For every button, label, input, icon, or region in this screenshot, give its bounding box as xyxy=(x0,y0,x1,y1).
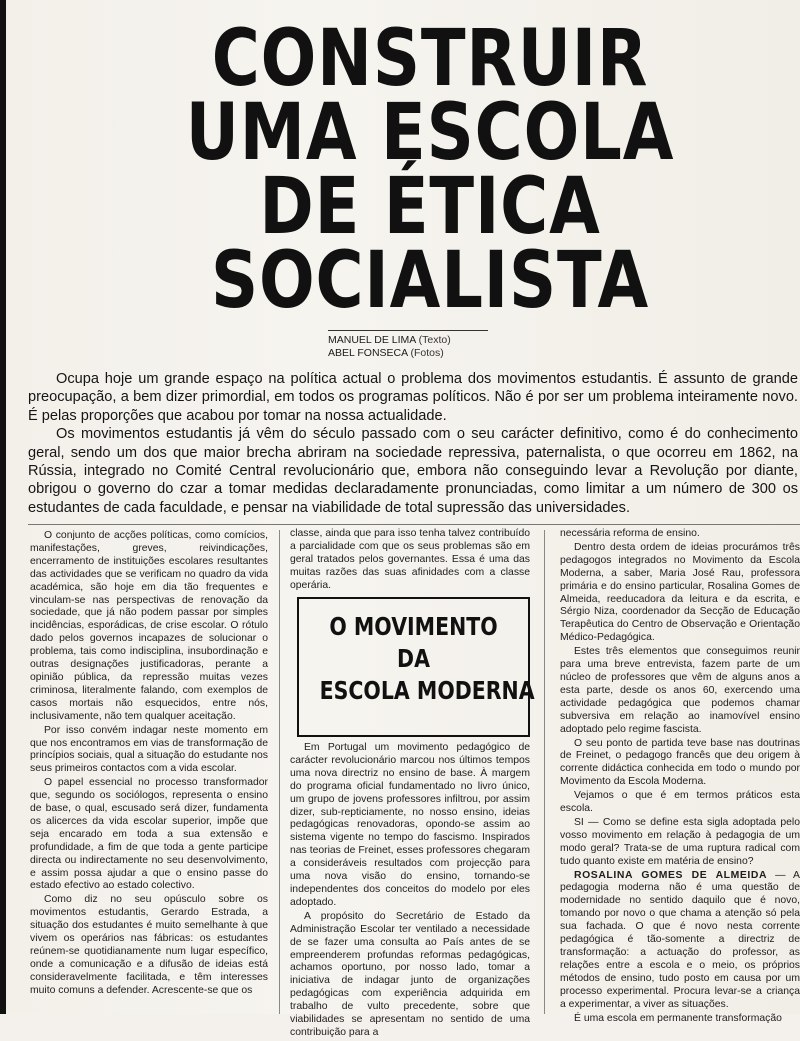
column-2-paragraph: A propósito do Secretário de Estado da Administração Escolar ter ventilado a necessidade de se fazer uma consulta ao País antes de se empreenderem profundas reformas pedagógicas, achamos oportuno, por nosso lado, tomar a iniciativa de indagar junto de organizações pedagógicas com experiência adquirida em trabalho de vulto precedente, sobre que viabilidades se apresentam no sentido de uma contribuição para a xyxy=(290,910,530,1038)
section-title-line-3: ESCOLA MODERNA xyxy=(319,676,535,705)
column-3-answer xyxy=(560,870,800,1012)
column-3-paragraph: Dentro desta ordem de ideias procurámos três pedagogos integrados no Movimento da Escola Moderna, a saber, Maria José Rau, professora primária e do ensino particular, Rosalina Gomes de Almeida, reeducadora da leitura e da escrita, e Sérgio Niza, coordenador da Secção de Educação Terapêutica do Centro de Observação e Orientação Médico-Pedagógica. xyxy=(560,541,800,644)
column-divider xyxy=(279,530,280,1014)
headline-line-1: CONSTRUIR xyxy=(211,14,649,104)
column-1 xyxy=(30,530,268,999)
author-role: (Texto) xyxy=(418,334,451,346)
interviewee-name: ROSALINA GOMES DE ALMEIDA xyxy=(574,869,768,881)
column-3-paragraph: É uma escola em permanente transformação xyxy=(574,1012,782,1024)
headline-line-3: DE ÉTICA xyxy=(259,162,601,252)
photographer-role: (Fotos) xyxy=(410,347,444,359)
column-1-paragraph: Por isso convém indagar neste momento em que nos encontramos em vias de transformação de princípios sociais, qual a situação do estudante nos seus primeiros contactos com a vida escolar. xyxy=(30,724,268,775)
column-2-paragraph: Em Portugal um movimento pedagógico de carácter revolucionário marcou nos últimos tempos uma nova directriz no ensino de base. À margem do programa oficial fundamentado no livro único, um grupo de jovens professores infiltrou, por assim dizer, sub-repticiamente, no nosso ensino, ideias pedagógicas renovadoras, opondo-se assim ao sistema vigente no tempo do fascismo. Inspirados nas teorias de Freinet, esses professores chegaram a consideráveis resultados com projecção para uma nova visão do ensino, tornando-se independentes dos conceitos do modelo por eles adoptado. xyxy=(290,742,530,908)
column-3-paragraph: Vejamos o que é em termos práticos esta escola. xyxy=(560,790,800,815)
byline-author xyxy=(328,334,488,347)
page-edge-shadow xyxy=(0,0,6,1014)
lead-paragraphs xyxy=(28,370,798,517)
column-1-paragraph: Como diz no seu opúsculo sobre os movimentos estudantis, Gerardo Estrada, a situação dos estudantes é muito semelhante à que vivem os operários nas fábricas: os estudantes reúnem-se quotidianamente num lugar específico, onde a comunicação e a difusão de ideias está consideravelmente facilitada, e têm interesses muito comuns a defender. Acrescente-se que os xyxy=(30,894,268,996)
column-3-paragraph: necessária reforma de ensino. xyxy=(560,528,700,539)
column-2-paragraph: classe, ainda que para isso tenha talvez contribuído a parcialidade com que os seus problemas são em geral tratados pelos governantes. Essa é uma das muitas razões das suas afinidades com a classe operária. xyxy=(290,528,530,591)
column-3-paragraph: O seu ponto de partida teve base nas doutrinas de Freinet, o pedagogo francês que deu origem à corrente didáctica conhecida em todo o mundo por Movimento da Escola Moderna. xyxy=(560,737,800,788)
headline-line-2: UMA ESCOLA xyxy=(185,88,675,178)
answer-text: — A pedagogia moderna não é uma questão de modernidade no sentido daquilo que é novo, tomando por novo o que chama a atenção só pela sua fachada. O que é novo nesta corrente pedagógica é tão-somente a directriz de transformação: a actuação do professor, as relações entre a escola e o meio, os próprios métodos de ensino, tudo posto em causa por um processo experimental. Procura levar-se a criança a experimentar, a viver as situações. xyxy=(560,869,800,1010)
column-3-paragraph: Estes três elementos que conseguimos reunir para uma breve entrevista, fazem parte de um núcleo de professores que vêm de alguns anos a esta parte, desde os anos 60, exercendo uma actividade pedagógica que podemos chamar subversiva em relação ao inamovível ensino adoptado pelo regime fascista. xyxy=(560,646,800,735)
photographer-name: ABEL FONSECA xyxy=(328,347,408,359)
headline-line-4: SOCIALISTA xyxy=(210,236,650,326)
section-title-box xyxy=(297,597,535,737)
lead-paragraph-1: Ocupa hoje um grande espaço na política actual o problema dos movimentos estudantis. É assunto de grande preocupação, a bem dizer primordial, em todos os programas políticos. Não é por ser um problema inteiramente novo. É pelas proporções que acabou por tomar na nossa actualidade. xyxy=(28,371,798,424)
author-name: MANUEL DE LIMA xyxy=(328,334,416,346)
column-3 xyxy=(560,528,800,1024)
section-title-line-2: DA xyxy=(397,644,430,673)
column-divider xyxy=(544,530,545,1014)
column-2-bottom xyxy=(290,742,530,1041)
section-title-line-1: O MOVIMENTO xyxy=(329,612,498,641)
byline xyxy=(328,330,488,360)
column-1-paragraph: O conjunto de acções políticas, como comícios, manifestações, greves, reivindicações, encerramento de instituições escolares resultantes das actividades que se verificam no quadro da vida académica, são hoje em dia tão frequentes e vinculam-se nas perspectivas de renovação da sociedade, que já não podem passar por simples incidências, esporádicas, de crise escolar. O rótulo dado pelos governos incapazes de solucionar o problema, tais como indisciplina, insubordinação e outras designações justificadoras, perante a opinião pública, da repressão muitas vezes criminosa, literalmente falando, com exemplos de casos mortais não esquecidos, entre nós, inclusivamente, não tem qualquer aceitação. xyxy=(30,530,268,722)
column-2-top xyxy=(290,528,530,594)
byline-photographer xyxy=(328,347,488,360)
article-headline xyxy=(60,14,800,326)
divider-rule xyxy=(28,524,800,525)
column-3-question: SI — Como se define esta sigla adoptada pelo vosso movimento em relação à pedagogia de um modo geral? Trata-se de uma ruptura radical com tudo quanto existe em matéria de ensino? xyxy=(560,816,800,867)
column-1-paragraph: O papel essencial no processo transformador que, segundo os sociólogos, representa o ensino de base, o qual, escusado será dizer, fundamenta os alicerces da vida escolar superior, impõe que seja encarado em toda a sua extensão e profundidade, a fim de que toda a gente participe directa ou indirectamente no seu desenvolvimento, e assim possa ajudar a que o ensino passe do estado efectivo ao estado colectivo. xyxy=(30,777,268,892)
lead-paragraph-2: Os movimentos estudantis já vêm do século passado com o seu carácter definitivo, como é do conhecimento geral, sendo um dos que maior brecha abriram na sociedade repressiva, paternalista, o que ocorreu em 1862, na Rússia, integrado no Comité Central revolucionário que, embora não conseguindo levar a Revolução por diante, obrigou o governo do czar a tomar medidas declaradamente pronunciadas, como limitar a um número de 300 os estudantes de cada faculdade, e pensar na viabilidade de total supressão das universidades. xyxy=(28,426,798,516)
